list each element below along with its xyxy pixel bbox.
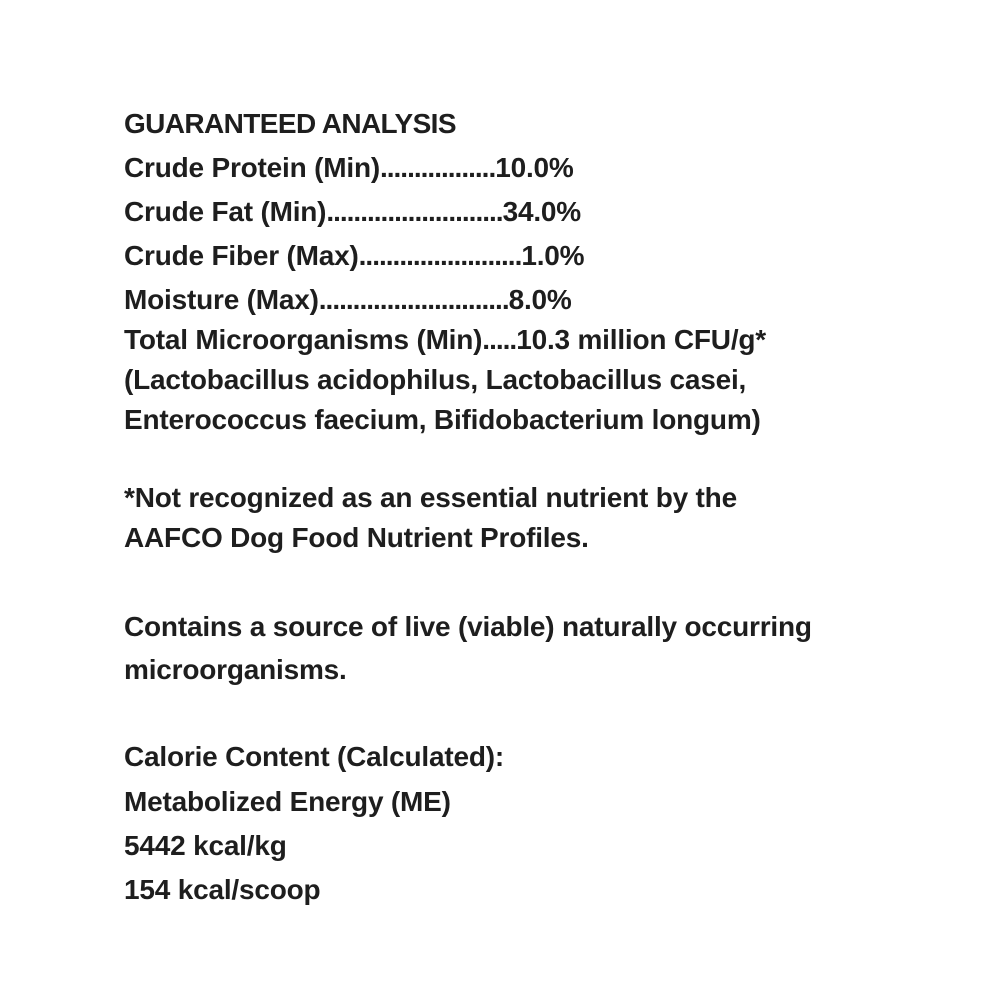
analysis-row-dots: ............................	[318, 284, 509, 315]
analysis-row-dots: ........................	[358, 240, 522, 271]
analysis-row-dots: ..........................	[326, 196, 503, 227]
species-line-2: Enterococcus faecium, Bifidobacterium longum)	[124, 404, 761, 435]
analysis-row-label: Moisture (Max)	[124, 284, 319, 315]
analysis-row-dots: .....	[482, 324, 517, 355]
analysis-row-value: 1.0%	[521, 240, 585, 271]
analysis-row-value: 10.3 million CFU/g*	[516, 324, 767, 355]
contains-line-2: microorganisms.	[124, 654, 347, 685]
contains-line-1: Contains a source of live (viable) naturally occurring	[124, 611, 812, 642]
analysis-row-value: 8.0%	[508, 284, 572, 315]
footnote-line-2: AAFCO Dog Food Nutrient Profiles.	[124, 522, 589, 553]
footnote-line-1: *Not recognized as an essential nutrient by the	[124, 482, 737, 513]
kcal-per-scoop: 154 kcal/scoop	[124, 874, 321, 905]
analysis-row-dots: .................	[379, 152, 496, 183]
analysis-row-total-microorganisms	[124, 326, 766, 354]
kcal-per-kg: 5442 kcal/kg	[124, 830, 287, 861]
analysis-row-value: 34.0%	[502, 196, 581, 227]
analysis-row-label: Crude Fat (Min)	[124, 196, 327, 227]
analysis-row-label: Crude Fiber (Max)	[124, 240, 359, 271]
analysis-row-value: 10.0%	[495, 152, 574, 183]
analysis-row-label: Total Microorganisms (Min)	[124, 324, 483, 355]
analysis-row-label: Crude Protein (Min)	[124, 152, 380, 183]
calorie-heading: Calorie Content (Calculated):	[124, 741, 505, 772]
energy-label: Metabolized Energy (ME)	[124, 786, 451, 817]
analysis-row-crude-fiber	[124, 242, 584, 270]
analysis-row-crude-fat	[124, 198, 581, 226]
analysis-heading: GUARANTEED ANALYSIS	[124, 108, 456, 139]
analysis-row-crude-protein	[124, 154, 574, 182]
species-line-1: (Lactobacillus acidophilus, Lactobacillus casei,	[124, 364, 747, 395]
analysis-row-moisture	[124, 286, 572, 314]
